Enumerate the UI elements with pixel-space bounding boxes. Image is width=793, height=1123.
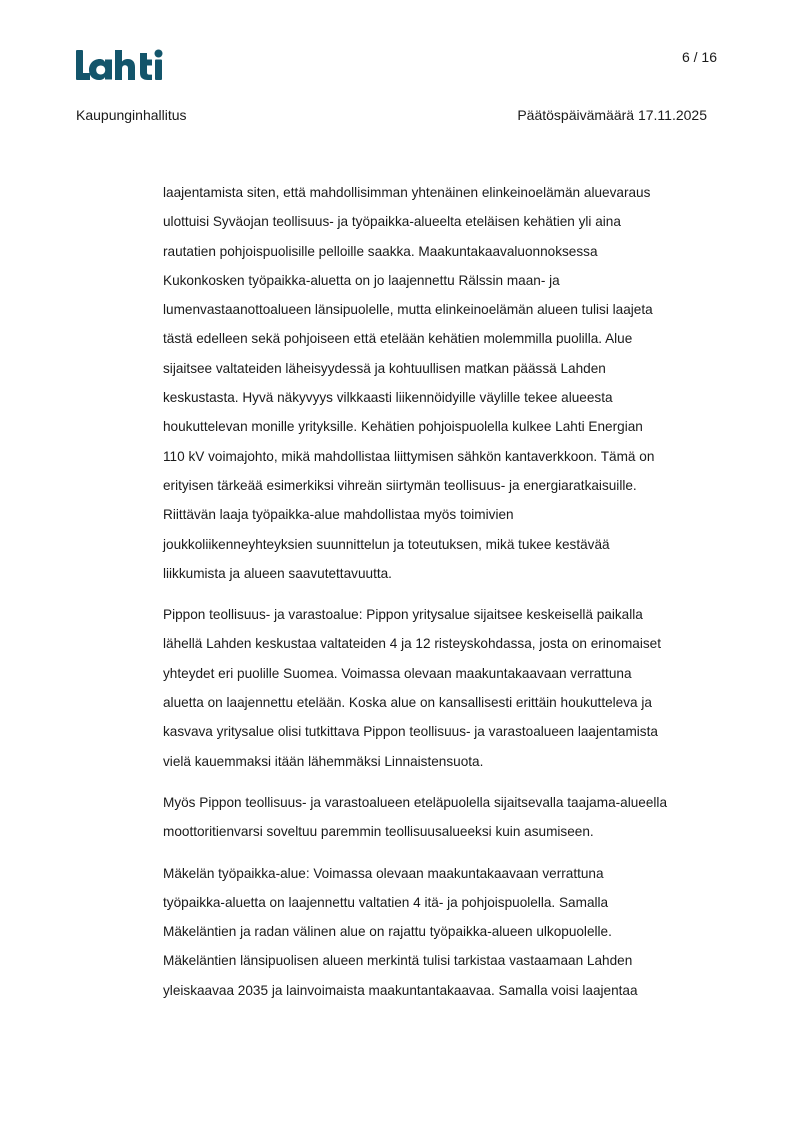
text-line: moottoritienvarsi soveltuu paremmin teollisuusalueeksi kuin asumiseen. <box>163 824 594 840</box>
text-line: lähellä Lahden keskustaa valtateiden 4 ja 12 risteyskohdassa, josta on erinomaiset <box>163 636 661 652</box>
text-line: erityisen tärkeää esimerkiksi vihreän siirtymän teollisuus- ja energiaratkaisuille. <box>163 477 637 493</box>
paragraph <box>163 600 723 776</box>
text-line: laajentamista siten, että mahdollisimman yhtenäinen elinkeinoelämän aluevaraus <box>163 185 651 200</box>
text-line: yhteydet eri puolille Suomea. Voimassa olevaan maakuntakaavaan verrattuna <box>163 665 632 681</box>
text-line: sijaitsee valtateiden läheisyydessä ja kohtuullisen matkan päässä Lahden <box>163 360 606 376</box>
paragraph <box>163 859 723 1005</box>
text-line: Mäkeläntien ja radan välinen alue on rajattu työpaikka-alueen ulkopuolelle. <box>163 924 612 940</box>
text-line: Kukonkosken työpaikka-aluetta on jo laajennettu Rälssin maan- ja <box>163 272 560 288</box>
text-line: joukkoliikenneyhteyksien suunnittelun ja toteutuksen, mikä tukee kestävää <box>163 536 610 552</box>
text-line: liikkumista ja alueen saavutettavuutta. <box>163 565 392 581</box>
text-line: lumenvastaanottoalueen länsipuolelle, mutta elinkeinoelämän alueen tulisi laajeta <box>163 302 653 318</box>
paragraph <box>163 788 723 847</box>
text-line: ulottuisi Syväojan teollisuus- ja työpaikka-alueelta eteläisen kehätien yli aina <box>163 214 621 230</box>
document-body <box>163 178 723 1017</box>
text-line: vielä kauemmaksi itään lähemmäksi Linnaistensuota. <box>163 753 484 769</box>
text-line: Pippon teollisuus- ja varastoalue: Pippon yritysalue sijaitsee keskeisellä paikalla <box>163 607 643 623</box>
text-line: työpaikka-aluetta on laajennettu valtatien 4 itä- ja pohjoispuolella. Samalla <box>163 894 609 910</box>
text-line: kasvava yritysalue olisi tutkittava Pippon teollisuus- ja varastoalueen laajentamista <box>163 724 658 740</box>
text-line: Riittävän laaja työpaikka-alue mahdollistaa myös toimivien <box>163 507 514 523</box>
paragraph <box>163 178 723 588</box>
text-line: 110 kV voimajohto, mikä mahdollistaa liittymisen sähkön kantaverkkoon. Tämä on <box>163 448 655 464</box>
text-line: yleiskaavaa 2035 ja lainvoimaista maakuntantakaavaa. Samalla voisi laajentaa <box>163 982 638 998</box>
text-line: aluetta on laajennettu etelään. Koska alue on kansallisesti erittäin houkutteleva ja <box>163 695 652 711</box>
text-line: houkuttelevan monille yrityksille. Kehätien pohjoispuolella kulkee Lahti Energian <box>163 419 643 435</box>
decision-date: Päätöspäivämäärä 17.11.2025 <box>517 107 707 123</box>
text-line: rautatien pohjoispuolisille pelloille saakka. Maakuntakaavaluonnoksessa <box>163 243 598 259</box>
text-line: Mäkeläntien länsipuolisen alueen merkintä tulisi tarkistaa vastaamaan Lahden <box>163 953 633 969</box>
text-line: Myös Pippon teollisuus- ja varastoalueen eteläpuolella sijaitsevalla taajama-alueella <box>163 794 668 810</box>
organization-name: Kaupunginhallitus <box>76 107 187 123</box>
lahti-logo <box>76 46 172 84</box>
text-line: Mäkelän työpaikka-alue: Voimassa olevaan maakuntakaavaan verrattuna <box>163 865 604 881</box>
page-number: 6 / 16 <box>681 49 717 65</box>
text-line: tästä edelleen sekä pohjoiseen että etelään kehätien molemmilla puolilla. Alue <box>163 331 633 347</box>
text-line: keskustasta. Hyvä näkyvyys vilkkaasti liikennöidyille väylille tekee alueesta <box>163 390 613 406</box>
